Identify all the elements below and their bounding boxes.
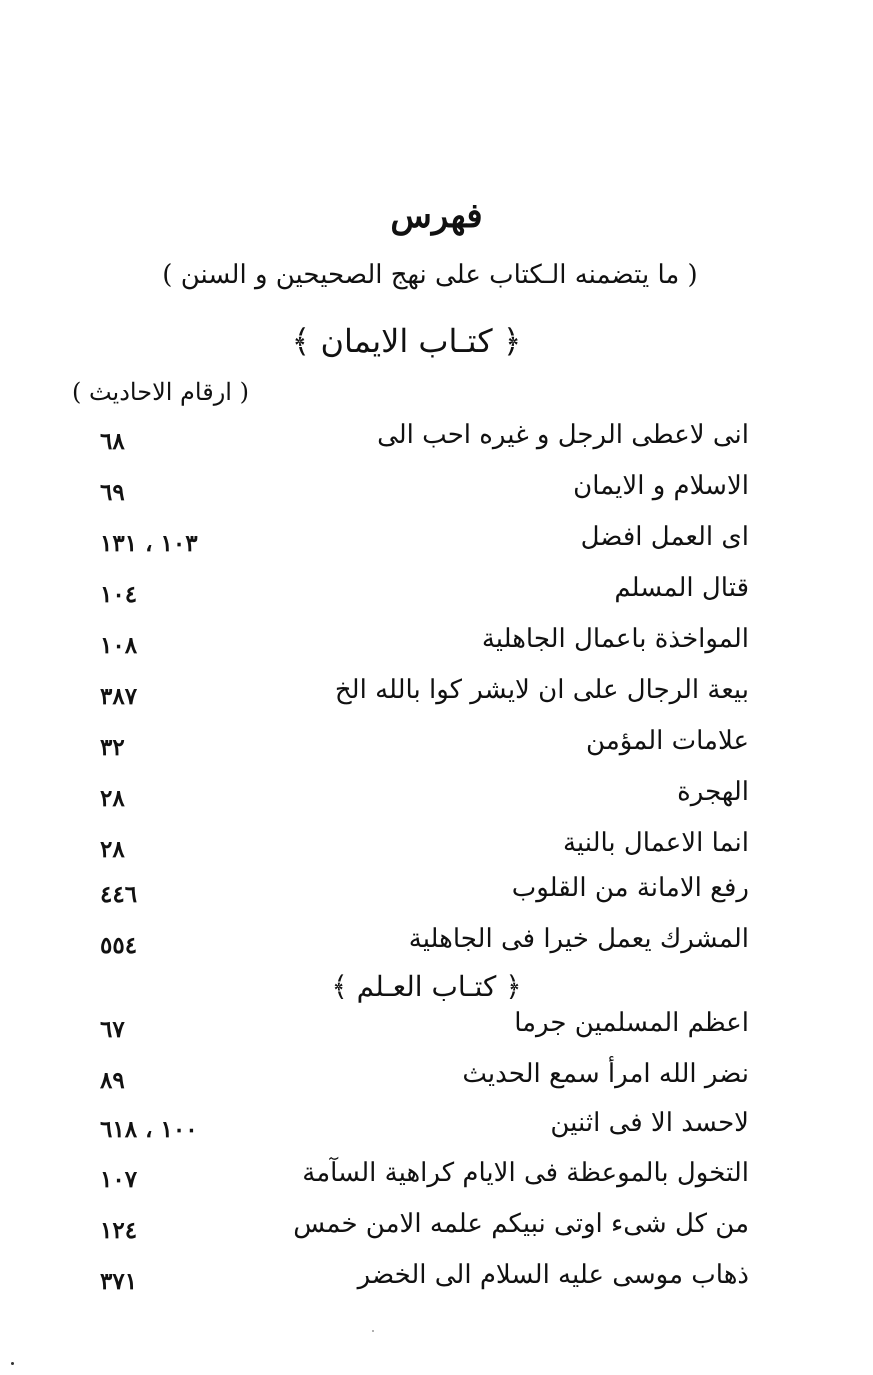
entry-title: ای العمل افضل xyxy=(580,522,749,552)
list-item xyxy=(0,624,873,664)
list-item xyxy=(0,522,873,562)
entry-number: ٤٤٦ xyxy=(100,881,138,908)
entry-title: المواخذة باعمال الجاهلية xyxy=(481,624,749,654)
entry-number: ٢٨ xyxy=(100,836,125,863)
entry-number: ٣٢ xyxy=(100,734,125,761)
list-item xyxy=(0,1108,873,1148)
page-speck xyxy=(11,1362,14,1365)
page-title: فهرس xyxy=(390,196,483,236)
list-item xyxy=(0,573,873,613)
entry-title: من كل شیء اوتی نبيكم علمه الامن خمس xyxy=(293,1209,749,1239)
list-item xyxy=(0,420,873,460)
entry-title: لاحسد الا فی اثنين xyxy=(550,1108,749,1138)
entry-number: ٣٧١ xyxy=(100,1268,138,1295)
entry-title: انما الاعمال بالنية xyxy=(562,828,749,858)
entry-number: ٣٨٧ xyxy=(100,683,138,710)
entry-number: ٨٩ xyxy=(100,1067,125,1094)
list-item xyxy=(0,1158,873,1198)
section-heading-ilm xyxy=(0,970,863,1003)
entry-title: اعظم المسلمين جرما xyxy=(514,1008,749,1038)
entry-title: التخول بالموعظة فی الايام كراهية السآمة xyxy=(302,1158,749,1188)
entry-title: علامات المؤمن xyxy=(586,726,749,756)
entry-title: انی لاعطی الرجل و غيره احب الی xyxy=(377,420,749,450)
entry-number: ٢٨ xyxy=(100,785,125,812)
list-item xyxy=(0,471,873,511)
list-item xyxy=(0,1008,873,1048)
entry-title: رفع الامانة من القلوب xyxy=(511,873,749,903)
page-subtitle: ( ما يتضمنه الـكتاب على نهج الصحيحين و السنن ) xyxy=(162,260,698,290)
entry-number: ١٠٤ xyxy=(100,581,138,608)
entry-title: المشرك يعمل خيرا فی الجاهلية xyxy=(408,924,749,954)
list-item xyxy=(0,828,873,868)
entry-number: ١٢٤ xyxy=(100,1217,138,1244)
section-heading-iman xyxy=(0,322,843,360)
entry-number: ١٠٨ xyxy=(100,632,138,659)
entry-number: ٦٨ xyxy=(100,428,125,455)
list-item xyxy=(0,675,873,715)
entry-title: الهجرة xyxy=(677,777,749,807)
list-item xyxy=(0,924,873,964)
entry-number: ١٠٣ ، ١٣١ xyxy=(100,530,198,557)
entry-number: ٥٥٤ xyxy=(100,932,138,959)
entry-number: ١٠٠ ، ٦١٨ xyxy=(100,1116,198,1143)
entry-number: ٦٧ xyxy=(100,1016,125,1043)
hadith-numbers-header: ( ارقام الاحاديث ) xyxy=(72,378,249,406)
list-item xyxy=(0,873,873,913)
list-item xyxy=(0,726,873,766)
section-heading-label: ﴿ كتـاب الايمان ﴾ xyxy=(291,322,522,360)
entry-title: قتال المسلم xyxy=(614,573,749,603)
list-item xyxy=(0,1059,873,1099)
section-heading-label: ﴿ كتـاب العـلم ﴾ xyxy=(331,970,522,1003)
page-speck xyxy=(372,1330,374,1332)
entry-title: الاسلام و الايمان xyxy=(573,471,749,501)
entry-title: نضر الله امرأ سمع الحديث xyxy=(462,1059,749,1089)
entry-number: ١٠٧ xyxy=(100,1166,138,1193)
list-item xyxy=(0,1209,873,1249)
entry-number: ٦٩ xyxy=(100,479,125,506)
entry-title: ذهاب موسی عليه السلام الی الخضر xyxy=(357,1260,749,1290)
list-item xyxy=(0,1260,873,1300)
entry-title: بيعة الرجال علی ان لايشر كوا بالله الخ xyxy=(334,675,749,705)
list-item xyxy=(0,777,873,817)
